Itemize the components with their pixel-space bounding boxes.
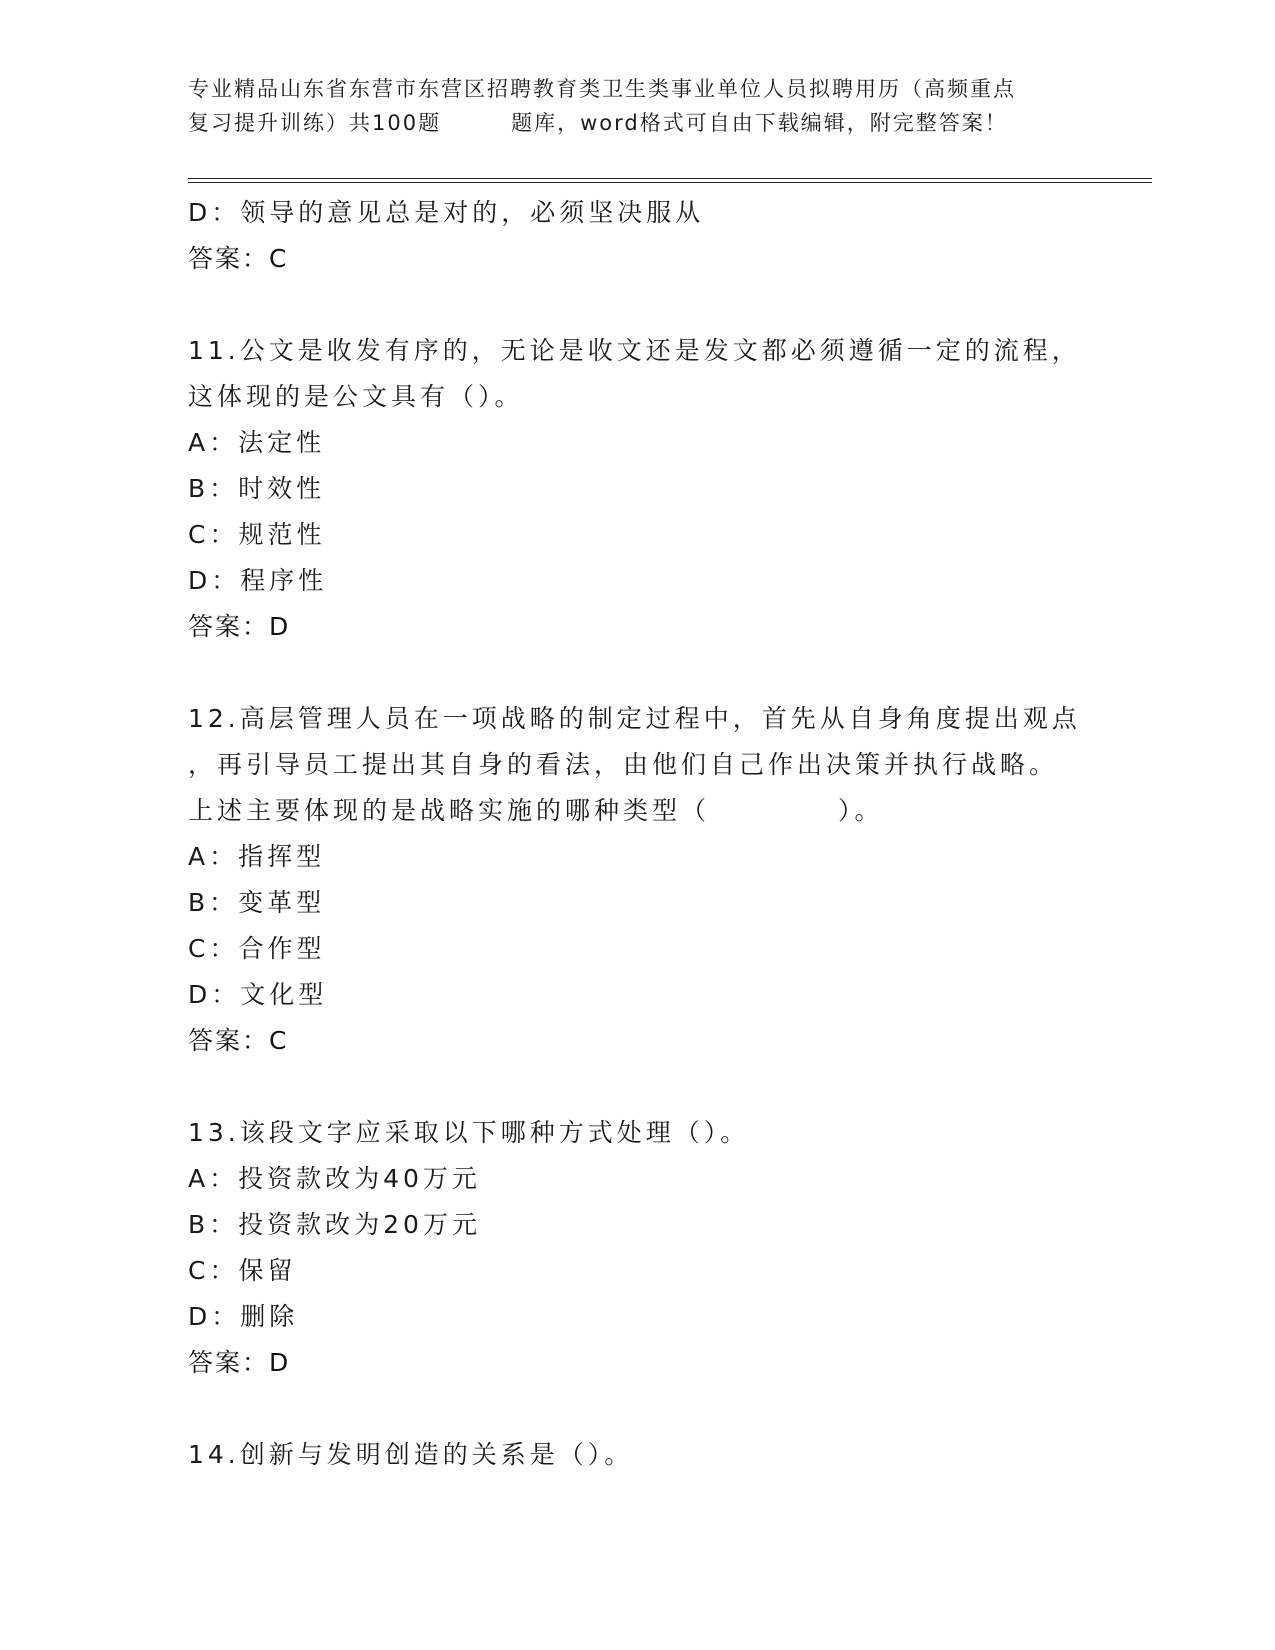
header-line-2-part-2: 题库，word格式可自由下载编辑，附完整答案！ [511, 111, 1008, 135]
option-a: A：指挥型 [188, 842, 326, 871]
option-d: D：程序性 [188, 566, 328, 595]
header-divider [188, 178, 1152, 183]
question-stem-part: 上述主要体现的是战略实施的哪种类型（ [188, 796, 711, 825]
question-stem-line: 11.公文是收发有序的，无论是收文还是发文都必须遵循一定的流程， [188, 336, 1081, 365]
option-b: B：投资款改为20万元 [188, 1210, 481, 1239]
question-11 [188, 328, 1152, 650]
option-a: A：法定性 [188, 428, 326, 457]
question-stem-line: 13.该段文字应采取以下哪种方式处理（）。 [188, 1118, 750, 1147]
option-d: D：删除 [188, 1302, 299, 1331]
prev-question-option-d: D：领导的意见总是对的，必须坚决服从 [188, 198, 705, 227]
prev-question-answer: 答案：C [188, 244, 289, 273]
header-line-1: 专业精品山东省东营市东营区招聘教育类卫生类事业单位人员拟聘用历（高频重点 [188, 77, 1016, 101]
answer: 答案：C [188, 1026, 289, 1055]
option-b: B：变革型 [188, 888, 326, 917]
answer: 答案：D [188, 1348, 291, 1377]
option-c: C：保留 [188, 1256, 297, 1285]
question-stem-line: ，再引导员工提出其自身的看法，由他们自己作出决策并执行战略。 [188, 750, 1059, 779]
spacer [188, 650, 1152, 696]
document-body [188, 190, 1152, 1478]
question-12 [188, 696, 1152, 1064]
header-line-2 [188, 106, 1088, 140]
page-header [188, 72, 1088, 140]
spacer [188, 1386, 1152, 1432]
option-c: C：规范性 [188, 520, 326, 549]
option-b: B：时效性 [188, 474, 326, 503]
question-stem-line: 12.高层管理人员在一项战略的制定过程中，首先从自身角度提出观点 [188, 704, 1081, 733]
question-stem-line: 这体现的是公文具有（）。 [188, 382, 524, 411]
option-d: D：文化型 [188, 980, 328, 1009]
spacer [188, 1064, 1152, 1110]
question-stem-line [188, 788, 1152, 834]
question-13 [188, 1110, 1152, 1386]
option-c: C：合作型 [188, 934, 326, 963]
question-stem-line: 14.创新与发明创造的关系是（）。 [188, 1440, 634, 1469]
question-stem-part: ）。 [838, 796, 884, 825]
answer: 答案：D [188, 612, 291, 641]
spacer [188, 282, 1152, 328]
question-14 [188, 1432, 1152, 1478]
header-line-2-part-1: 复习提升训练）共100题 [188, 111, 442, 135]
option-a: A：投资款改为40万元 [188, 1164, 481, 1193]
